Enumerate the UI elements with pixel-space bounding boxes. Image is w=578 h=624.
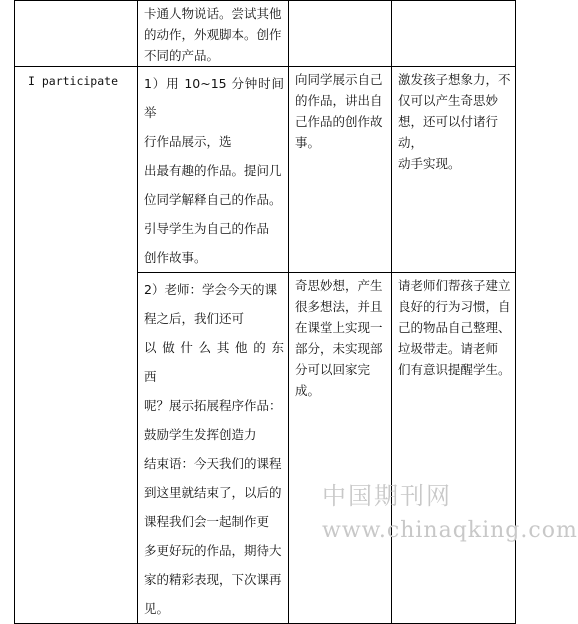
text-line: 结束语：今天我们的课程: [144, 456, 282, 471]
text-line: 见。: [144, 601, 170, 616]
watermark-url: www.chinaqking.com: [322, 518, 578, 543]
text-line: 出最有趣的作品。提问几: [144, 163, 282, 178]
text-line: 鼓励学生发挥创造力: [144, 427, 257, 442]
text-line: 向同学展示自己: [295, 72, 383, 87]
text-line: 己的物品自己整理、: [398, 320, 511, 335]
table-cell-student-activity: [289, 273, 392, 624]
table-cell-label: [15, 67, 138, 624]
text-line: 的作品，讲出自: [295, 93, 383, 108]
text-line: 很多想法，并且: [295, 299, 383, 314]
text-line: 想，还可以付诸行动，: [398, 114, 499, 150]
text-line: 行作品展示，选: [144, 134, 232, 149]
text-line: 事。: [295, 135, 321, 150]
table-row: [15, 1, 516, 67]
text-line: 的动作，外观脚本。创作: [144, 27, 282, 42]
text-line: 程之后，我们还可: [144, 311, 245, 326]
text-line: 创作故事。: [144, 250, 207, 265]
text-line: 请老师们帮孩子建立: [398, 278, 511, 293]
text-line: 分可以回家完: [295, 362, 371, 377]
table-cell-teacher-activity: [138, 67, 289, 273]
text-line: 奇思妙想，产生: [295, 278, 383, 293]
text-line: 家的精彩表现，下次课再: [144, 572, 282, 587]
text-line: 以 做 什 么 其 他 的 东 西: [144, 340, 284, 384]
table-cell-student-activity: [289, 67, 392, 273]
text-line: 到这里就结束了，以后的: [144, 485, 282, 500]
text-line: 课程我们会一起制作更: [144, 514, 270, 529]
table-cell-design-intent: [392, 67, 516, 273]
text-line: 多更好玩的作品，期待大: [144, 543, 282, 558]
text-line: 良好的行为习惯，自: [398, 299, 511, 314]
text-line: 仅可以产生奇思妙: [398, 93, 499, 108]
text-line: 位同学解释自己的作品。: [144, 192, 282, 207]
table-cell-student-activity: [289, 1, 392, 67]
text-line: 部分，未实现部: [295, 341, 383, 356]
text-line: 在课堂上实现一: [295, 320, 383, 335]
text-line: 激发孩子想象力，不: [398, 72, 511, 87]
watermark-site-name: 中国期刊网: [322, 482, 452, 510]
text-line: 垃圾带走。请老师: [398, 341, 499, 356]
text-line: 1）用 10~15 分钟时间举: [144, 76, 284, 120]
table-cell-design-intent: [392, 273, 516, 624]
text-line: 2）老师：学会今天的课: [144, 282, 277, 297]
text-line: 成。: [295, 383, 321, 398]
stage-label: I participate: [28, 74, 119, 88]
text-line: 呢？展示拓展程序作品：: [144, 398, 282, 413]
table-cell-teacher-activity: [138, 273, 289, 624]
text-line: 卡通人物说话。尝试其他: [144, 6, 282, 21]
text-line: 动手实现。: [398, 156, 461, 171]
table-cell-teacher-activity: [138, 1, 289, 67]
text-line: 己作品的创作故: [295, 114, 383, 129]
text-line: 引导学生为自己的作品: [144, 221, 270, 236]
text-line: 不同的产品。: [144, 48, 220, 63]
table-cell-design-intent: [392, 1, 516, 67]
table-cell-label: [15, 1, 138, 67]
table-row: [15, 67, 516, 273]
text-line: 们有意识提醒学生。: [398, 362, 511, 377]
